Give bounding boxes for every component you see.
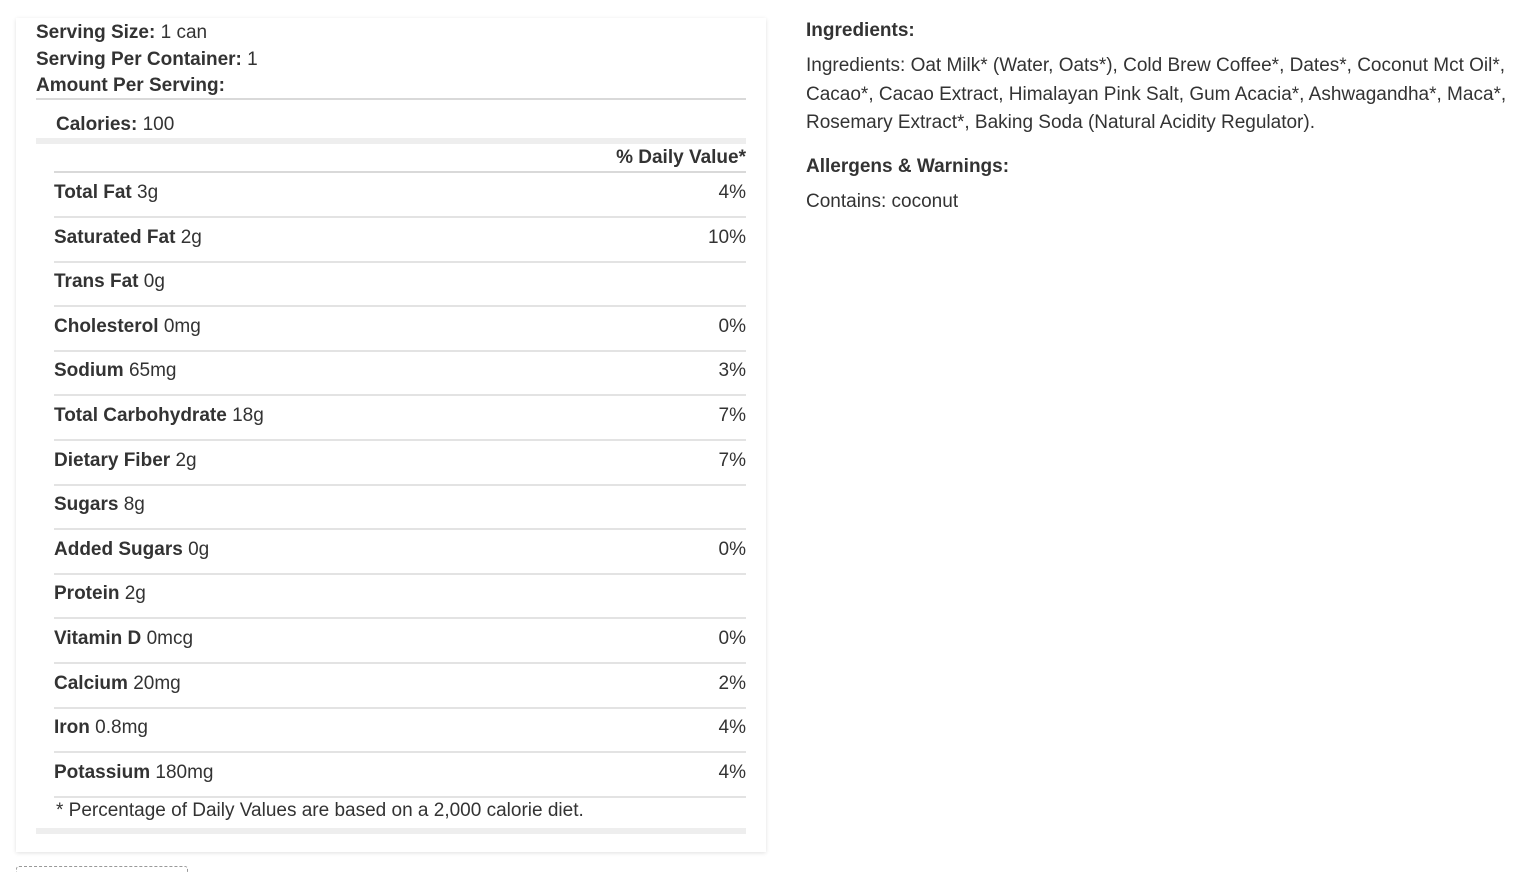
calories xyxy=(56,114,174,136)
nutrient-row xyxy=(54,174,746,218)
nutrient-label xyxy=(54,271,165,293)
nutrient-label xyxy=(54,405,264,427)
nutrient-amount: 3g xyxy=(137,182,159,203)
calories-value: 100 xyxy=(142,114,175,135)
nutrient-name: Sugars xyxy=(54,494,119,516)
nutrient-label xyxy=(54,539,209,561)
nutrient-amount: 2g xyxy=(175,449,197,471)
allergens-heading: Allergens & Warnings: xyxy=(806,155,1010,177)
nutrient-row xyxy=(54,620,746,664)
nutrient-amount: 2g xyxy=(124,583,146,605)
servings-per-container-label: Serving Per Container: xyxy=(36,49,242,70)
nutrient-amount: 0.8mg xyxy=(95,717,148,739)
nutrient-name: Iron xyxy=(54,717,90,739)
nutrient-label xyxy=(54,182,158,204)
nutrient-amount: 0mg xyxy=(163,315,201,337)
nutrient-label xyxy=(54,583,146,605)
nutrient-name: Dietary Fiber xyxy=(54,449,171,471)
nutrient-name: Sodium xyxy=(54,360,124,382)
nutrient-amount: 8g xyxy=(123,494,145,516)
calories-divider xyxy=(36,138,746,144)
nutrient-name: Total Fat xyxy=(54,182,132,203)
nutrient-row xyxy=(54,486,746,530)
nutrient-daily-value: 7% xyxy=(718,449,746,471)
servings-per-container-value: 1 xyxy=(247,49,258,70)
nutrient-daily-value: 0% xyxy=(718,628,746,649)
allergens-text: Contains: coconut xyxy=(806,190,959,212)
nutrient-row xyxy=(54,531,746,575)
nutrient-label xyxy=(54,762,213,784)
nutrient-label xyxy=(54,360,176,382)
nutrient-row xyxy=(54,308,746,352)
nutrient-daily-value: 4% xyxy=(718,761,746,783)
nutrient-name: Total Carbohydrate xyxy=(54,405,227,426)
nutrient-row xyxy=(54,575,746,619)
nutrient-amount: 0mcg xyxy=(146,628,194,649)
nutrient-daily-value: 3% xyxy=(718,360,746,382)
nutrient-amount: 18g xyxy=(232,405,264,426)
nutrient-label xyxy=(54,450,197,472)
daily-value-header: % Daily Value* xyxy=(616,147,746,168)
serving-size-label: Serving Size: xyxy=(36,22,156,43)
nutrient-label xyxy=(54,227,202,249)
nutrient-name: Potassium xyxy=(54,761,151,783)
nutrient-row xyxy=(54,754,746,798)
nutrient-label xyxy=(54,494,145,516)
amount-per-serving xyxy=(36,75,225,97)
ingredients-text: Ingredients: Oat Milk* (Water, Oats*), Cold Brew Coffee*, Dates*, Coconut Mct Oil*, Cacao*, Cacao Extract, Himalayan Pink Salt, Gum Acacia*, Ashwagandha*, Maca*, Rosemary Extract*, Baking Soda (Natural Acidity Regulator). xyxy=(806,55,1507,133)
dashed-tab-outline xyxy=(16,866,188,872)
footer-divider xyxy=(36,828,746,834)
nutrient-label xyxy=(54,316,201,338)
nutrient-amount: 2g xyxy=(180,226,202,248)
amount-per-serving-label: Amount Per Serving: xyxy=(36,75,225,96)
nutrient-daily-value: 7% xyxy=(718,405,746,426)
nutrient-row xyxy=(54,709,746,753)
nutrient-row xyxy=(54,397,746,441)
nutrient-amount: 180mg xyxy=(155,761,214,783)
nutrient-row xyxy=(54,263,746,307)
nutrient-name: Saturated Fat xyxy=(54,226,176,248)
daily-value-divider xyxy=(54,171,746,173)
nutrient-name: Calcium xyxy=(54,672,128,694)
nutrient-amount: 0g xyxy=(188,538,210,560)
nutrient-name: Cholesterol xyxy=(54,315,159,337)
nutrient-amount: 20mg xyxy=(133,672,181,694)
nutrient-daily-value: 0% xyxy=(718,315,746,337)
nutrient-label xyxy=(54,673,181,695)
nutrient-label xyxy=(54,717,148,739)
nutrient-daily-value: 2% xyxy=(718,672,746,694)
serving-divider xyxy=(36,98,746,100)
daily-value-footnote: * Percentage of Daily Values are based on a 2,000 calorie diet. xyxy=(56,800,584,821)
nutrient-row xyxy=(54,352,746,396)
servings-per-container xyxy=(36,49,258,71)
nutrient-daily-value: 4% xyxy=(718,182,746,203)
nutrient-name: Trans Fat xyxy=(54,271,139,293)
nutrient-name: Added Sugars xyxy=(54,538,183,560)
nutrient-row xyxy=(54,219,746,263)
nutrient-row xyxy=(54,442,746,486)
serving-size xyxy=(36,22,207,44)
nutrient-row xyxy=(54,665,746,709)
nutrient-label xyxy=(54,628,193,650)
serving-size-value: 1 can xyxy=(160,22,208,43)
nutrition-facts-panel xyxy=(16,18,766,852)
nutrient-amount: 0g xyxy=(143,271,165,293)
ingredients-heading: Ingredients: xyxy=(806,20,915,41)
nutrient-daily-value: 0% xyxy=(718,538,746,560)
nutrient-name: Protein xyxy=(54,583,120,605)
nutrient-name: Vitamin D xyxy=(54,628,142,649)
nutrient-daily-value: 10% xyxy=(707,226,746,248)
nutrient-daily-value: 4% xyxy=(718,717,746,739)
calories-label: Calories: xyxy=(56,114,138,135)
nutrient-amount: 65mg xyxy=(128,360,177,382)
nutrient-divider xyxy=(54,796,746,798)
product-details xyxy=(806,18,1532,216)
